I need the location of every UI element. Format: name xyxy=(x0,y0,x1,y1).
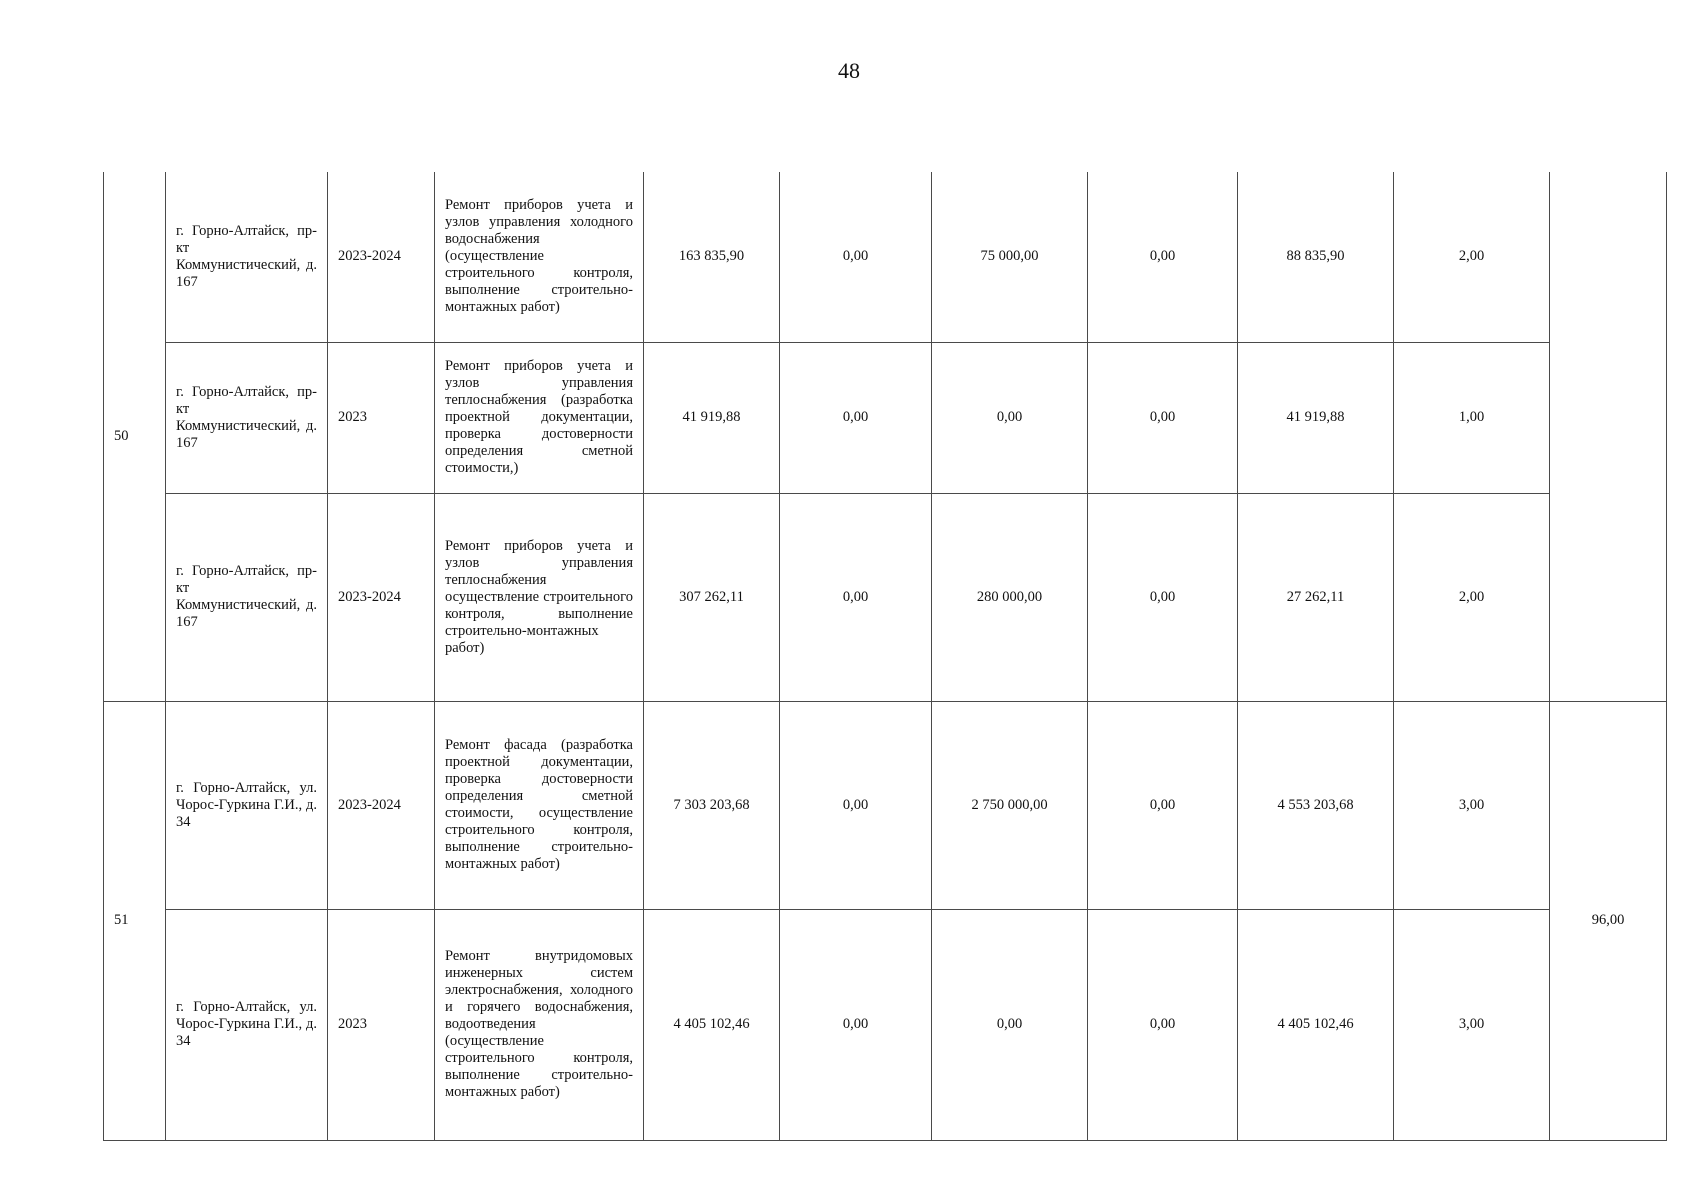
page-number: 48 xyxy=(838,58,860,83)
value-cell: 0,00 xyxy=(1088,909,1238,1140)
total-cost-cell: 307 262,11 xyxy=(644,493,780,701)
value-cell: 27 262,11 xyxy=(1238,493,1394,701)
value-cell: 2 750 000,00 xyxy=(932,701,1088,909)
item-number-cell: 51 xyxy=(104,701,166,1140)
table-row xyxy=(104,493,1667,701)
years-cell: 2023-2024 xyxy=(328,172,435,342)
value-cell: 0,00 xyxy=(932,342,1088,493)
table-row xyxy=(104,172,1667,342)
value-cell: 0,00 xyxy=(780,172,932,342)
value-cell: 41 919,88 xyxy=(1238,342,1394,493)
address-cell: г. Горно-Алтайск, пр-кт Коммунистический, д. 167 xyxy=(166,342,328,493)
value-cell: 3,00 xyxy=(1394,701,1550,909)
value-cell: 1,00 xyxy=(1394,342,1550,493)
years-cell: 2023-2024 xyxy=(328,493,435,701)
value-cell: 0,00 xyxy=(1088,342,1238,493)
address-cell: г. Горно-Алтайск, пр-кт Коммунистический, д. 167 xyxy=(166,172,328,342)
work-description-cell: Ремонт внутридомовых инженерных систем электроснабжения, холодного и горячего водоснабжения, водоотведения (осуществление строительного контроля, выполнение строительно-монтажных работ) xyxy=(435,909,644,1140)
value-cell: 0,00 xyxy=(780,909,932,1140)
value-cell: 3,00 xyxy=(1394,909,1550,1140)
total-cost-cell: 41 919,88 xyxy=(644,342,780,493)
value-cell: 0,00 xyxy=(780,342,932,493)
value-cell: 4 405 102,46 xyxy=(1238,909,1394,1140)
value-cell: 0,00 xyxy=(932,909,1088,1140)
work-description-cell: Ремонт приборов учета и узлов управления теплоснабжения осуществление строительного контроля, выполнение строительно-монтажных работ) xyxy=(435,493,644,701)
address-cell: г. Горно-Алтайск, ул. Чорос-Гуркина Г.И., д. 34 xyxy=(166,701,328,909)
value-cell: 4 553 203,68 xyxy=(1238,701,1394,909)
table-row xyxy=(104,342,1667,493)
value-cell: 2,00 xyxy=(1394,493,1550,701)
years-cell: 2023 xyxy=(328,342,435,493)
table-row xyxy=(104,909,1667,1140)
value-cell: 75 000,00 xyxy=(932,172,1088,342)
work-description-cell: Ремонт приборов учета и узлов управления холодного водоснабжения (осуществление строительного контроля, выполнение строительно-монтажных работ) xyxy=(435,172,644,342)
value-cell: 0,00 xyxy=(780,701,932,909)
address-cell: г. Горно-Алтайск, пр-кт Коммунистический, д. 167 xyxy=(166,493,328,701)
total-cost-cell: 163 835,90 xyxy=(644,172,780,342)
last-column-cell xyxy=(1550,172,1667,701)
value-cell: 2,00 xyxy=(1394,172,1550,342)
works-table xyxy=(103,172,1667,1141)
value-cell: 88 835,90 xyxy=(1238,172,1394,342)
item-number-cell: 50 xyxy=(104,172,166,701)
value-cell: 280 000,00 xyxy=(932,493,1088,701)
value-cell: 0,00 xyxy=(1088,172,1238,342)
last-column-cell: 96,00 xyxy=(1550,701,1667,1140)
total-cost-cell: 4 405 102,46 xyxy=(644,909,780,1140)
address-cell: г. Горно-Алтайск, ул. Чорос-Гуркина Г.И., д. 34 xyxy=(166,909,328,1140)
years-cell: 2023-2024 xyxy=(328,701,435,909)
total-cost-cell: 7 303 203,68 xyxy=(644,701,780,909)
work-description-cell: Ремонт приборов учета и узлов управления теплоснабжения (разработка проектной документации, проверка достоверности определения сметной стоимости,) xyxy=(435,342,644,493)
years-cell: 2023 xyxy=(328,909,435,1140)
value-cell: 0,00 xyxy=(780,493,932,701)
table-row xyxy=(104,701,1667,909)
work-description-cell: Ремонт фасада (разработка проектной документации, проверка достоверности определения сметной стоимости, осуществление строительного контроля, выполнение строительно-монтажных работ) xyxy=(435,701,644,909)
value-cell: 0,00 xyxy=(1088,493,1238,701)
value-cell: 0,00 xyxy=(1088,701,1238,909)
